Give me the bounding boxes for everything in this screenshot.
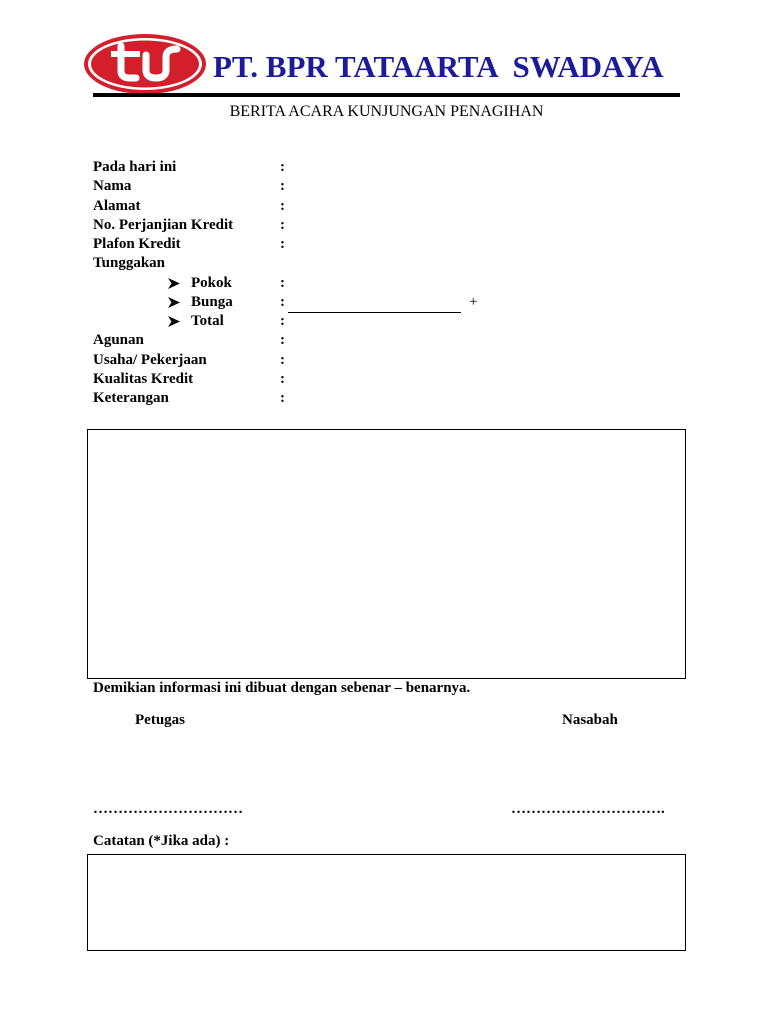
customer-signature-label: Nasabah (562, 712, 618, 728)
form-row-keterangan (93, 389, 513, 408)
field-label: Nama (93, 178, 132, 195)
field-separator: : (280, 390, 285, 406)
header-divider (93, 93, 680, 97)
visit-report-fields (93, 158, 513, 408)
field-separator: : (280, 293, 285, 310)
form-row-plafon-kredit (93, 235, 513, 254)
form-row-tunggakan (93, 254, 513, 273)
form-row-nama (93, 177, 513, 196)
field-separator: : (280, 370, 285, 387)
field-separator: : (280, 236, 285, 252)
form-row-alamat (93, 197, 513, 216)
field-label: Total (191, 313, 224, 329)
field-separator: : (280, 274, 285, 291)
arrow-bullet-icon (168, 278, 180, 289)
form-row-usaha-pekerjaan (93, 351, 513, 370)
company-logo-icon (83, 33, 207, 95)
field-separator: : (280, 351, 285, 368)
field-separator: : (280, 313, 285, 329)
notes-label: Catatan (*Jika ada) : (93, 833, 230, 849)
form-row-pada-hari-ini (93, 158, 513, 177)
field-separator: : (280, 332, 285, 349)
officer-signature-label: Petugas (135, 712, 185, 728)
field-label: Agunan (93, 332, 144, 349)
field-separator: : (280, 178, 285, 195)
form-row-agunan (93, 331, 513, 350)
field-label: Usaha/ Pekerjaan (93, 351, 207, 368)
form-row-kualitas-kredit (93, 370, 513, 389)
field-label: Alamat (93, 197, 141, 214)
arrow-bullet-icon (168, 316, 180, 327)
arrow-bullet-icon (168, 297, 180, 308)
company-name: PT. BPR TATAARTA SWADAYA (213, 49, 664, 84)
field-label: Tunggakan (93, 255, 165, 272)
closing-statement: Demikian informasi ini dibuat dengan sebenar – benarnya. (93, 680, 471, 696)
description-box (87, 429, 686, 679)
notes-box (87, 854, 686, 951)
field-label: Keterangan (93, 390, 169, 406)
form-row-pokok (93, 274, 513, 293)
form-row-no-perjanjian-kredit (93, 216, 513, 235)
field-separator: : (280, 197, 285, 214)
field-label: Pokok (191, 274, 232, 291)
officer-signature-line: ………………………… (93, 801, 243, 817)
field-label: Pada hari ini (93, 159, 177, 175)
sum-plus-sign: + (469, 293, 478, 310)
field-label: Kualitas Kredit (93, 370, 194, 387)
document-title: BERITA ACARA KUNJUNGAN PENAGIHAN (229, 103, 544, 120)
form-row-total (93, 312, 513, 331)
customer-signature-line: …………………………. (511, 801, 665, 817)
form-row-bunga (93, 293, 513, 312)
field-label: Plafon Kredit (93, 236, 181, 252)
field-separator: : (280, 159, 285, 175)
field-label: No. Perjanjian Kredit (93, 216, 234, 233)
field-label: Bunga (191, 293, 233, 310)
field-separator: : (280, 216, 285, 233)
